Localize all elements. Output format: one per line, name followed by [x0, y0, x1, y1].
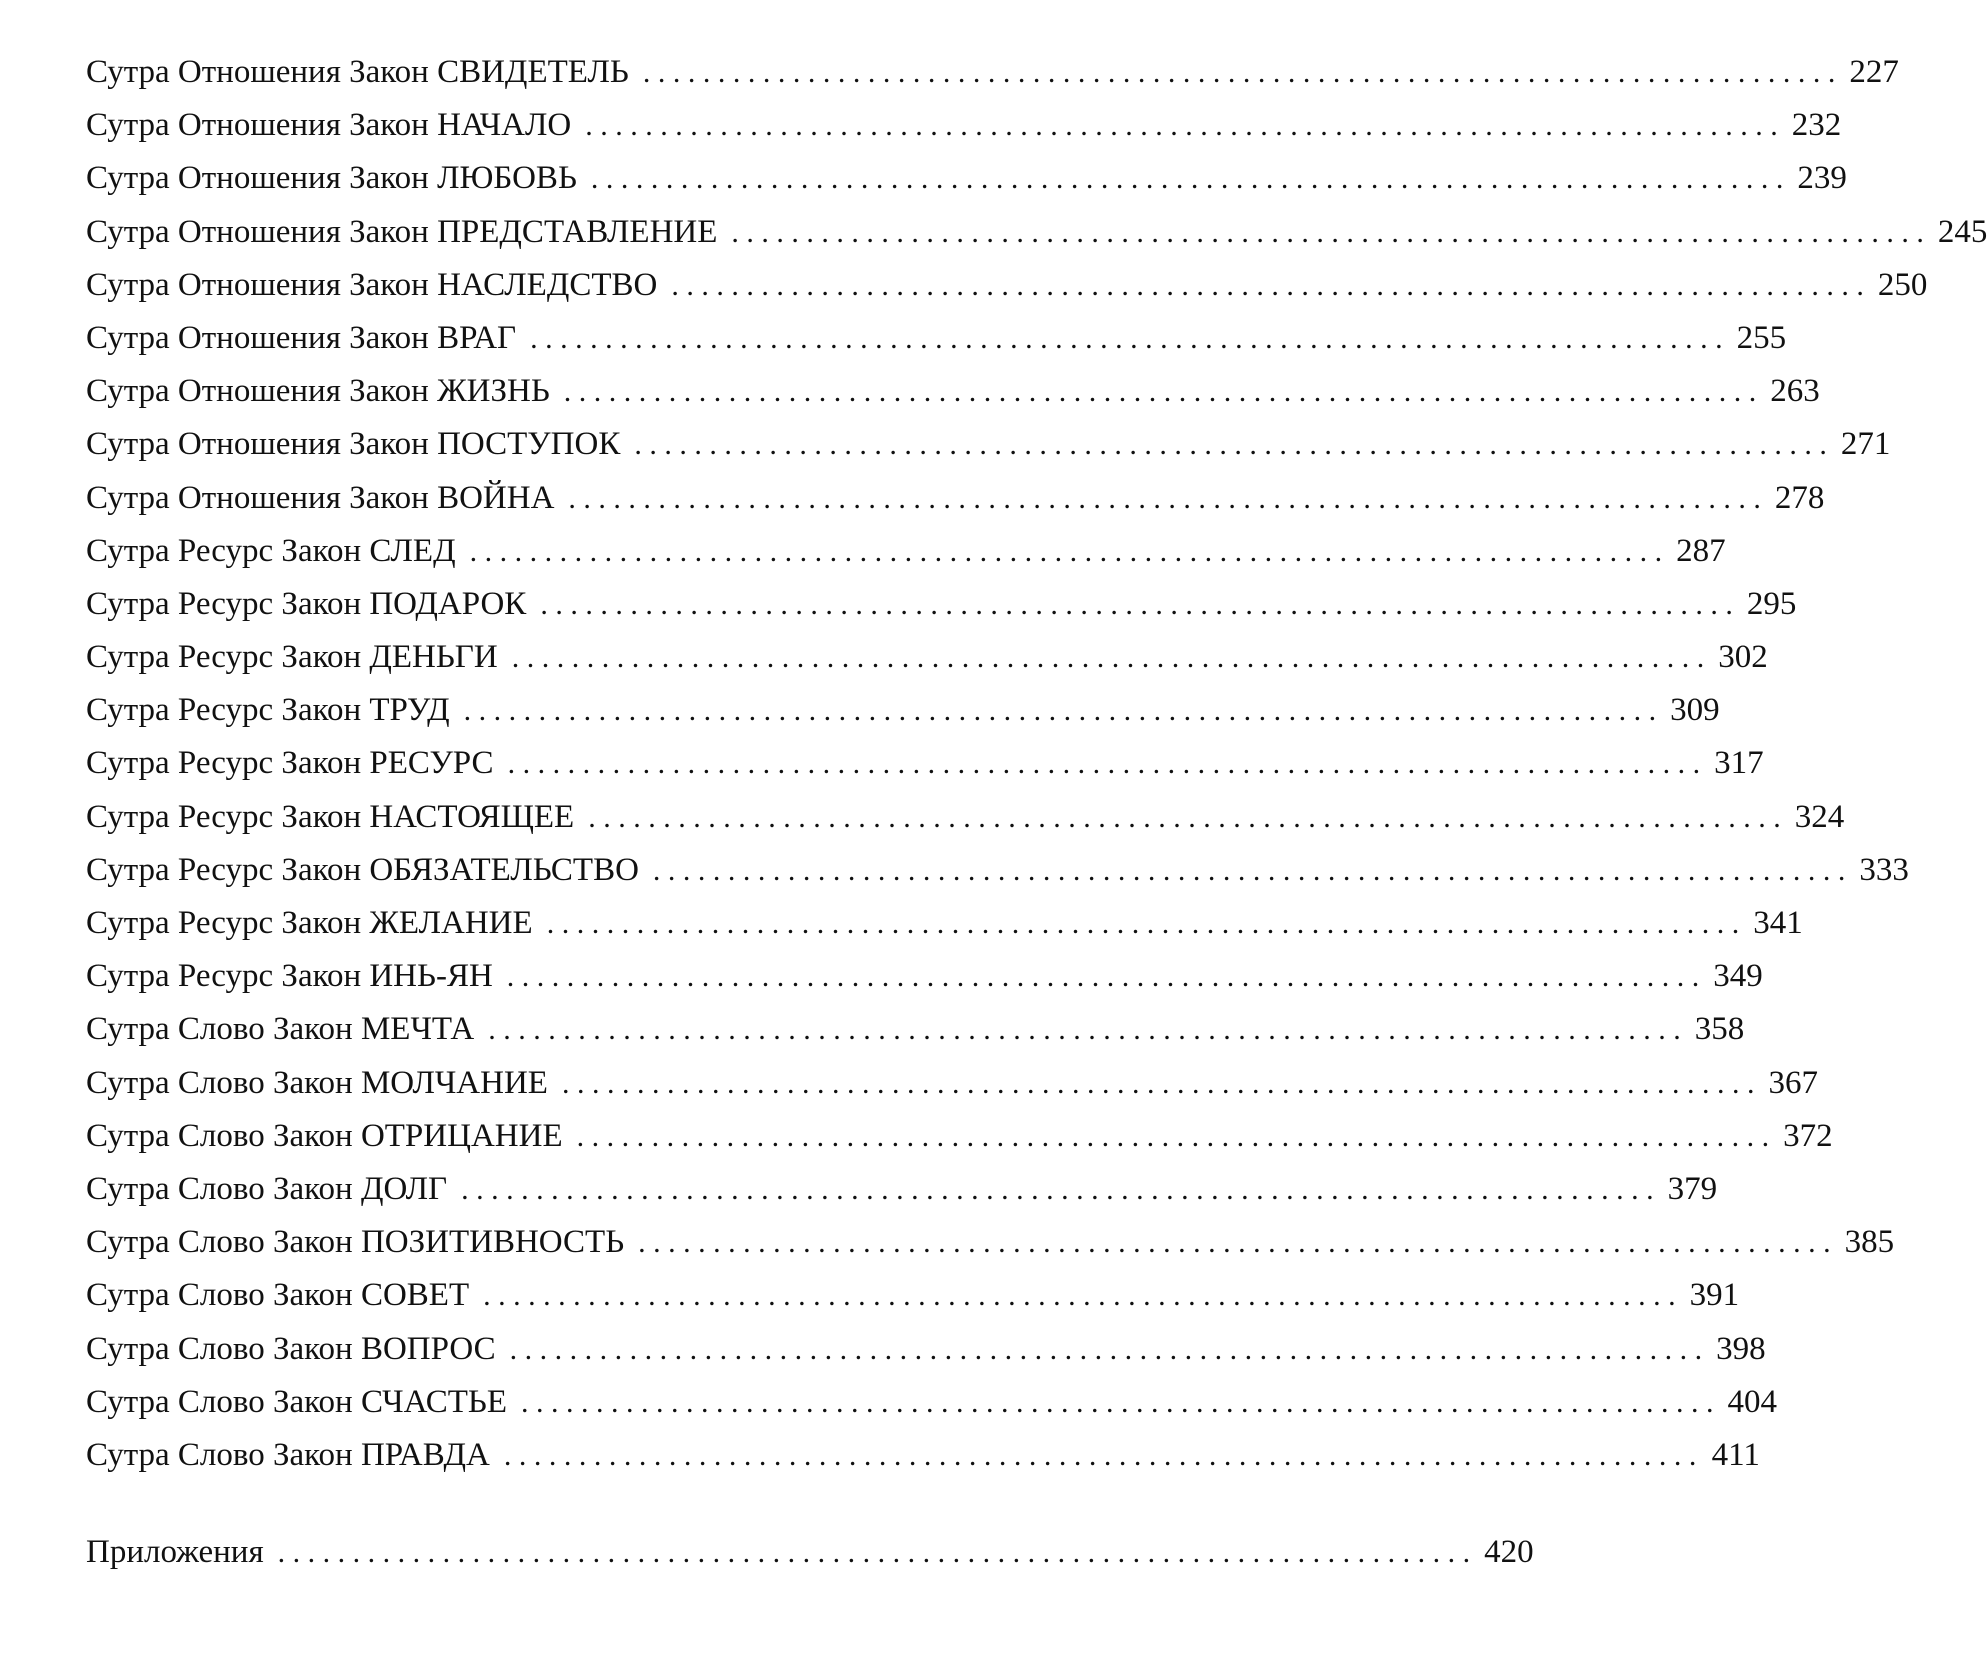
toc-dot-leader: ................................................................................	[652, 853, 1853, 887]
toc-entry-page-number: 255	[1736, 319, 1787, 356]
toc-dot-leader: ................................................................................	[671, 268, 1872, 302]
toc-entry-page-number: 385	[1844, 1224, 1895, 1261]
toc-entry-page-number: 302	[1718, 639, 1768, 676]
toc-entry-appendix[interactable]	[86, 1526, 1534, 1579]
toc-entry-page-number: 245	[1937, 213, 1987, 250]
toc-entry-title: Сутра Отношения Закон ЛЮБОВЬ	[86, 160, 577, 197]
toc-entry[interactable]	[86, 631, 1768, 684]
toc-entry[interactable]	[86, 259, 1928, 312]
toc-dot-leader: ................................................................................	[588, 800, 1789, 834]
toc-entry-title: Сутра Отношения Закон ПОСТУПОК	[86, 426, 621, 463]
toc-entry-title: Сутра Отношения Закон ЖИЗНЬ	[86, 373, 550, 410]
toc-entry-page-number: 271	[1840, 426, 1891, 463]
toc-entry[interactable]	[86, 1376, 1778, 1429]
toc-dot-leader: ................................................................................	[561, 1066, 1762, 1100]
toc-entry-title: Сутра Ресурс Закон ЖЕЛАНИЕ	[86, 905, 533, 941]
toc-dot-leader: ................................................................................	[463, 694, 1664, 728]
toc-entry-page-number: 367	[1768, 1064, 1818, 1101]
toc-entry-page-number: 411	[1711, 1436, 1760, 1473]
toc-entry-title: Сутра Отношения Закон НАЧАЛО	[86, 107, 572, 144]
toc-dot-leader: ................................................................................	[506, 960, 1707, 994]
toc-entry-page-number: 341	[1753, 905, 1803, 941]
toc-entry[interactable]	[86, 950, 1763, 1003]
toc-entry-title: Сутра Отношения Закон НАСЛЕДСТВО	[86, 266, 658, 303]
toc-entry-title: Сутра Слово Закон ВОПРОС	[86, 1330, 496, 1367]
toc-dot-leader: ................................................................................	[540, 587, 1741, 621]
toc-entry-title: Сутра Ресурс Закон РЕСУРС	[86, 745, 494, 782]
toc-entry-title: Сутра Слово Закон МОЛЧАНИЕ	[86, 1064, 548, 1101]
table-of-contents	[86, 46, 1987, 1482]
toc-entry-page-number: 227	[1849, 54, 1899, 90]
toc-entry[interactable]	[86, 684, 1720, 737]
toc-entry[interactable]	[86, 1269, 1740, 1322]
toc-entry-title: Сутра Слово Закон СЧАСТЬЕ	[86, 1383, 508, 1420]
toc-entry[interactable]	[86, 1216, 1895, 1269]
toc-dot-leader: ................................................................................	[546, 907, 1747, 940]
toc-entry[interactable]	[86, 365, 1820, 418]
toc-entry[interactable]	[86, 844, 1909, 897]
toc-entry-page-number: 404	[1727, 1383, 1778, 1420]
toc-entry[interactable]	[86, 525, 1726, 578]
toc-dot-leader: ................................................................................	[461, 1172, 1662, 1206]
toc-entry-page-number: 287	[1676, 532, 1726, 569]
toc-entry-title: Сутра Отношения Закон ВОЙНА	[86, 479, 555, 516]
toc-dot-leader: ................................................................................	[488, 1013, 1689, 1047]
toc-entry[interactable]	[86, 578, 1797, 631]
toc-dot-leader: ................................................................................	[483, 1279, 1684, 1313]
toc-entry-title: Сутра Слово Закон ПРАВДА	[86, 1436, 490, 1473]
toc-entry[interactable]	[86, 152, 1847, 205]
toc-entry[interactable]	[86, 737, 1764, 790]
toc-dot-leader: ................................................................................	[585, 109, 1786, 143]
toc-entry-title: Сутра Ресурс Закон СЛЕД	[86, 532, 456, 569]
toc-entry-page-number: 295	[1746, 585, 1797, 622]
toc-entry[interactable]	[86, 99, 1842, 152]
toc-entry[interactable]	[86, 1110, 1833, 1163]
toc-entry[interactable]	[86, 46, 1899, 99]
toc-entry-page-number: 372	[1783, 1117, 1833, 1154]
toc-dot-leader: ................................................................................	[507, 747, 1708, 781]
toc-entry-page-number: 349	[1713, 958, 1763, 995]
toc-entry-page-number: 250	[1877, 266, 1928, 303]
toc-dot-leader: ................................................................................	[638, 1226, 1839, 1260]
toc-dot-leader: ................................................................................	[731, 215, 1932, 249]
toc-entry[interactable]	[86, 897, 1803, 950]
toc-entry-title: Сутра Слово Закон ПОЗИТИВНОСТЬ	[86, 1224, 625, 1261]
toc-entry-title: Сутра Ресурс Закон ТРУД	[86, 692, 450, 729]
toc-entry[interactable]	[86, 1003, 1745, 1056]
toc-entry[interactable]	[86, 472, 1825, 525]
toc-dot-leader: ................................................................................	[634, 428, 1835, 462]
toc-entry-title: Сутра Отношения Закон ВРАГ	[86, 319, 517, 356]
toc-entry[interactable]	[86, 418, 1891, 471]
toc-entry-title: Сутра Ресурс Закон ИНЬ-ЯН	[86, 958, 493, 995]
toc-entry[interactable]	[86, 312, 1787, 365]
toc-entry[interactable]	[86, 1057, 1818, 1110]
toc-entry-page-number: 317	[1714, 745, 1764, 782]
toc-entry-title: Сутра Слово Закон МЕЧТА	[86, 1011, 475, 1048]
toc-dot-leader: ................................................................................	[511, 641, 1712, 675]
toc-entry-title: Сутра Слово Закон ОТРИЦАНИЕ	[86, 1117, 563, 1154]
toc-entry-page-number: 398	[1716, 1330, 1766, 1367]
toc-appendix-block	[86, 1526, 1534, 1579]
toc-entry-title: Сутра Отношения Закон ПРЕДСТАВЛЕНИЕ	[86, 213, 718, 250]
toc-entry-title: Сутра Слово Закон ДОЛГ	[86, 1170, 448, 1207]
toc-entry-page-number: 391	[1689, 1277, 1740, 1314]
toc-entry-title: Сутра Ресурс Закон НАСТОЯЩЕЕ	[86, 798, 575, 835]
toc-dot-leader: ................................................................................	[563, 375, 1764, 409]
toc-entry-page-number: 358	[1694, 1011, 1745, 1048]
toc-entry-page-number: 333	[1859, 851, 1909, 888]
toc-dot-leader: ................................................................................	[590, 162, 1791, 196]
toc-dot-leader: ................................................................................	[277, 1536, 1478, 1569]
toc-dot-leader: ................................................................................	[469, 534, 1670, 568]
toc-dot-leader: ................................................................................	[503, 1438, 1704, 1472]
toc-entry-page-number: 309	[1670, 692, 1720, 729]
toc-entry-page-number: 239	[1797, 160, 1847, 197]
toc-dot-leader: ................................................................................	[530, 321, 1731, 355]
toc-entry-page-number: 420	[1484, 1534, 1534, 1570]
toc-entry[interactable]	[86, 1429, 1760, 1482]
toc-entry-title: Сутра Отношения Закон СВИДЕТЕЛЬ	[86, 54, 629, 90]
toc-dot-leader: ................................................................................	[568, 481, 1769, 515]
toc-entry[interactable]	[86, 1323, 1766, 1376]
toc-entry[interactable]	[86, 791, 1845, 844]
toc-entry-page-number: 263	[1770, 373, 1820, 410]
toc-entry-page-number: 324	[1794, 798, 1845, 835]
toc-dot-leader: ................................................................................	[521, 1385, 1722, 1419]
toc-entry-title: Сутра Ресурс Закон ОБЯЗАТЕЛЬСТВО	[86, 851, 639, 888]
toc-entry-page-number: 379	[1667, 1170, 1718, 1207]
toc-entry-page-number: 278	[1774, 479, 1825, 516]
toc-entry-title: Сутра Ресурс Закон ДЕНЬГИ	[86, 639, 498, 676]
toc-entry-title: Приложения	[86, 1534, 264, 1570]
toc-entry[interactable]	[86, 206, 1987, 259]
toc-entry-page-number: 232	[1791, 107, 1842, 144]
toc-dot-leader: ................................................................................	[576, 1119, 1777, 1153]
toc-dot-leader: ................................................................................	[642, 56, 1843, 89]
toc-dot-leader: ................................................................................	[509, 1332, 1710, 1366]
toc-entry[interactable]	[86, 1163, 1718, 1216]
toc-entry-title: Сутра Ресурс Закон ПОДАРОК	[86, 585, 527, 622]
toc-entry-title: Сутра Слово Закон СОВЕТ	[86, 1277, 470, 1314]
